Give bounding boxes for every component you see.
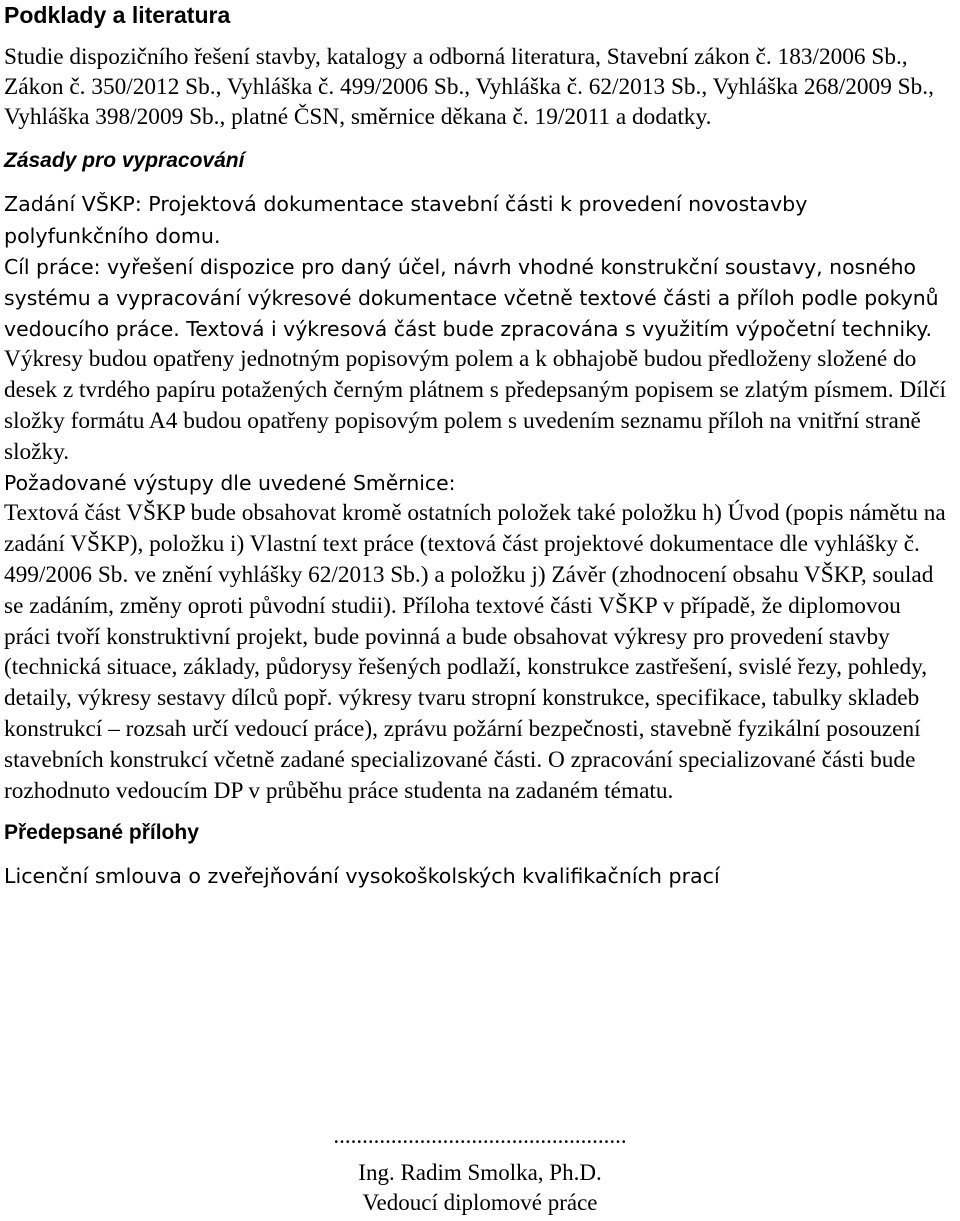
heading-zasady: Zásady pro vypracování <box>4 149 245 172</box>
spacer <box>4 132 952 146</box>
heading-prilohy: Předepsané přílohy <box>4 821 199 845</box>
spacer <box>4 176 952 188</box>
signature-role: Vedoucí diplomové práce <box>362 1190 598 1215</box>
podklady-body: Studie dispozičního řešení stavby, katalogy a odborná literatura, Stavební zákon č. 183/2006 Sb., Zákon č. 350/2012 Sb., Vyhláška č. 499/2006 Sb., Vyhláška č. 62/2013 Sb., Vyhláška 268/2009 Sb., Vyhláška 398/2009 Sb., platné ČSN, směrnice děkana č. 19/2011 a dodatky. <box>4 44 934 130</box>
zadani-text: Zadání VŠKP: Projektová dokumentace stavební části k provedení novostavby polyfunkčního domu. <box>4 192 808 248</box>
pozadovane-label <box>4 468 952 499</box>
signature-name: Ing. Radim Smolka, Ph.D. <box>358 1160 602 1185</box>
pozadovane-body: Textová část VŠKP bude obsahovat kromě ostatních položek také položku h) Úvod (popis námětu na zadání VŠKP), položku i) Vlastní text práce (textová část projektové dokumentace dle vyhlášky č. 499/2006 Sb. ve znění vyhlášky 62/2013 Sb.) a položku j) Závěr (zhodnocení obsahu VŠKP, soulad se zadáním, změny oproti původní studii). Příloha textové části VŠKP v případě, že diplomovou práci tvoří konstruktivní projekt, bude povinná a bude obsahovat výkresy pro provedení stavby (technická situace, základy, půdorysy řešených podlaží, konstrukce zastřešení, svislé řezy, pohledy, detaily, výkresy sestavy dílců popř. výkresy tvaru stropní konstrukce, specifikace, tabulky skladeb konstrukcí – rozsah určí vedoucí práce), zprávu požární bezpečnosti, stavebně fyzikální posouzení stavebních konstrukcí včetně zadané specializované části. O zpracování specializované části bude rozhodnuto vedoucím DP v průběhu práce studenta na zadaném tématu. <box>4 500 946 804</box>
cil-prace-paragraph <box>4 252 952 468</box>
spacer <box>4 806 952 818</box>
spacer <box>4 30 952 42</box>
cil-prace-serif: Výkresy budou opatřeny jednotným popisovým polem a k obhajobě budou předloženy složené do desek z tvrdého papíru potažených černým plátnem s předepsaným popisem se zlatým písmem. Dílčí složky formátu A4 budou opatřeny popisovým polem s uvedením seznamu příloh na vnitřní straně složky. <box>4 346 946 465</box>
spacer <box>4 848 952 860</box>
heading-podklady: Podklady a literatura <box>4 2 231 28</box>
prilohy-body: Licenční smlouva o zveřejňování vysokoškolských kvalifikačních prací <box>4 864 720 889</box>
cil-prace-sans: Cíl práce: vyřešení dispozice pro daný účel, návrh vhodné konstrukční soustavy, nosného systému a vypracování výkresové dokumentace včetně textové části a příloh podle pokynů vedoucího práce. Textová i výkresová část bude zpracována s využitím výpočetní techniky. <box>4 255 939 341</box>
signature-dots: ................................................... <box>333 1123 627 1148</box>
pozadovane-sans: Požadované výstupy dle uvedené Směrnice: <box>4 470 456 495</box>
